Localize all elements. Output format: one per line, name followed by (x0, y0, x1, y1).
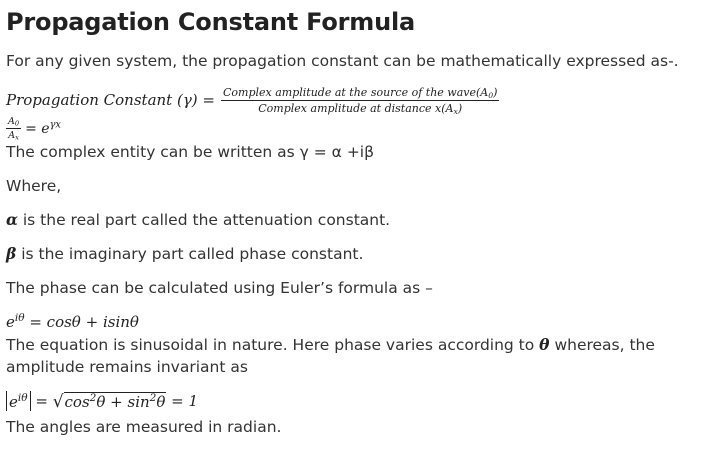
sinusoidal-text-line2: amplitude remains invariant as (6, 358, 248, 376)
absolute-value: $e^{i\theta}$ (6, 391, 31, 411)
theta-symbol: θ (539, 335, 550, 354)
alpha-definition: α is the real part called the attenuation constant. (6, 210, 391, 229)
intro-text: For any given system, the propagation constant can be mathematically expressed as-. (6, 52, 679, 70)
amplitude-ratio-formula (6, 116, 61, 141)
fraction-numerator: Complex amplitude at the source of the $wave(A_0)$ (222, 85, 498, 100)
euler-formula: $e^{i\theta} = \cos\theta + isin\theta$ (6, 312, 139, 331)
ratio-rhs: = $e^{\gamma x}$ (25, 119, 61, 137)
alpha-symbol: α (6, 210, 18, 229)
beta-definition: β is the imaginary part called phase constant. (6, 244, 364, 263)
fraction-denominator: Complex amplitude at distance $x(A_x)$ (258, 101, 463, 116)
ratio-fraction (6, 116, 21, 141)
amplitude-invariance-formula: $e^{i\theta}$ = √ $\cos^2\theta + \sin^2\theta$ = 1 (6, 391, 198, 411)
propagation-constant-formula (6, 84, 499, 116)
ratio-numerator: $A_0$ (8, 116, 20, 128)
formula-lhs: Propagation Constant (γ) = (6, 91, 215, 109)
beta-symbol: β (6, 244, 17, 263)
formula-fraction (221, 86, 499, 115)
ratio-denominator: $A_x$ (8, 130, 19, 142)
euler-intro-text: The phase can be calculated using Euler’s formula as – (6, 279, 433, 297)
where-text: Where, (6, 177, 62, 195)
radian-text: The angles are measured in radian. (6, 418, 282, 436)
sinusoidal-text-line1: The equation is sinusoidal in nature. Here phase varies according to θ whereas, the (6, 335, 655, 354)
complex-entity-text: The complex entity can be written as γ = α +iβ (6, 143, 375, 161)
page-title: Propagation Constant Formula (6, 8, 416, 36)
square-root: √ $\cos^2\theta + \sin^2\theta$ (52, 391, 166, 412)
